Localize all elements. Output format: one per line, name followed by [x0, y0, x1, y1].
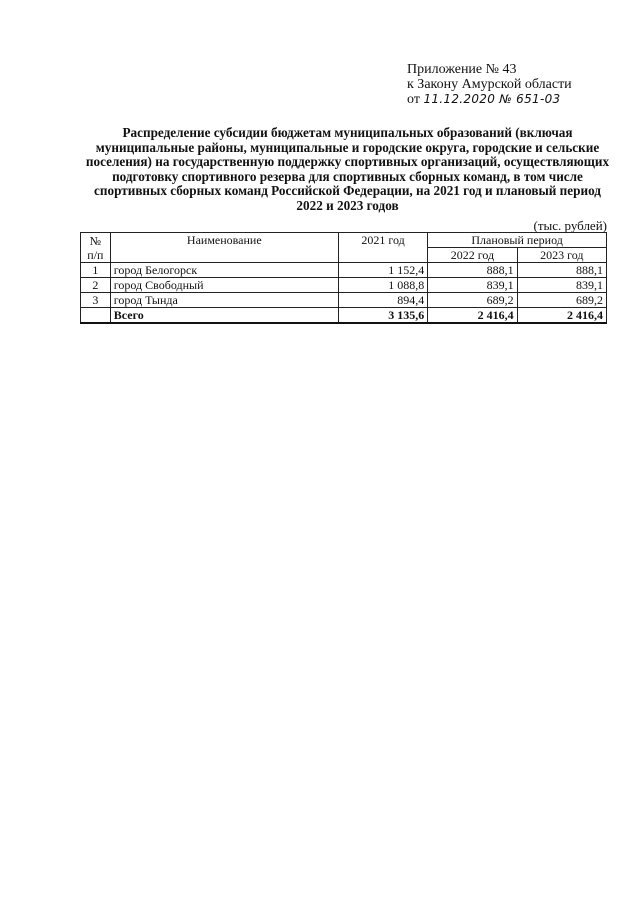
table-row: [81, 278, 607, 293]
total-2023: 2 416,4: [517, 308, 606, 324]
table-total-row: [81, 308, 607, 324]
row-2021: 894,4: [338, 293, 427, 308]
header-name: Наименование: [110, 233, 338, 263]
header-2021: 2021 год: [338, 233, 427, 263]
row-number: 3: [81, 293, 111, 308]
total-label: Всего: [110, 308, 338, 324]
row-2023: 888,1: [517, 263, 606, 278]
header-2022: 2022 год: [428, 248, 517, 263]
table-row: [81, 263, 607, 278]
table-header-row: [81, 233, 607, 248]
total-number-cell: [81, 308, 111, 324]
header-number: № п/п: [81, 233, 111, 263]
row-2022: 888,1: [428, 263, 517, 278]
annex-header: [407, 62, 632, 107]
row-number: 2: [81, 278, 111, 293]
header-planned-period: Плановый период: [428, 233, 607, 248]
table-row: [81, 293, 607, 308]
total-2022: 2 416,4: [428, 308, 517, 324]
row-number: 1: [81, 263, 111, 278]
row-name: город Тында: [110, 293, 338, 308]
annex-law-reference: к Закону Амурской области: [407, 77, 572, 92]
row-name: город Свободный: [110, 278, 338, 293]
annex-date-line: [407, 92, 632, 107]
subsidy-table: [80, 232, 607, 324]
total-2021: 3 135,6: [338, 308, 427, 324]
row-2021: 1 088,8: [338, 278, 427, 293]
annex-number: Приложение № 43: [407, 62, 517, 77]
row-name: город Белогорск: [110, 263, 338, 278]
row-2022: 839,1: [428, 278, 517, 293]
units-label: (тыс. рублей): [533, 218, 607, 233]
annex-handwritten-date-number: 11.12.2020 № 651-03: [423, 92, 561, 106]
row-2021: 1 152,4: [338, 263, 427, 278]
document-title: Распределение субсидии бюджетам муниципальных образований (включая муниципальные районы, муниципальные и городские округа, городские и сельские поселения) на государственную поддержку спортивных организаций, осуществляющих подготовку спортивного резерва для спортивных сборных команд, в том числе спортивных сборных команд Российской Федерации, на 2021 год и плановый период 2022 и 2023 годов: [85, 125, 610, 213]
row-2023: 839,1: [517, 278, 606, 293]
annex-date-prefix: от: [407, 92, 420, 107]
row-2022: 689,2: [428, 293, 517, 308]
row-2023: 689,2: [517, 293, 606, 308]
header-2023: 2023 год: [517, 248, 606, 263]
